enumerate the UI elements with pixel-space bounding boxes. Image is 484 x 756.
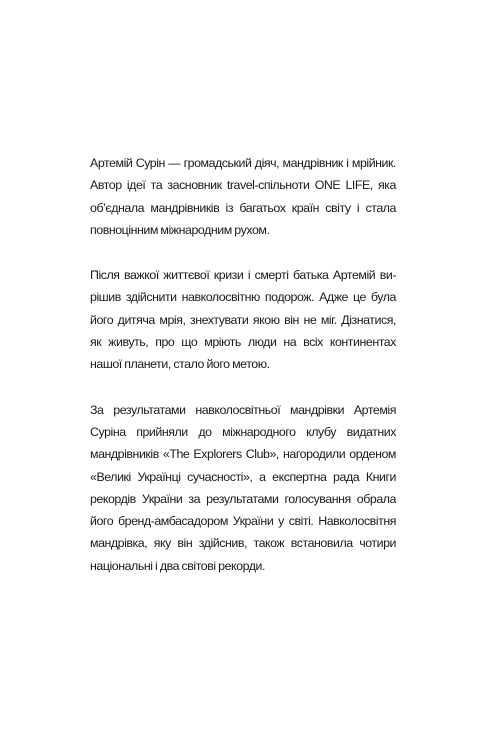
text-line: об’єднала мандрівників із багатьох країн світу і стала bbox=[90, 200, 396, 215]
text-line: його дитяча мрія, знехтувати якою він не міг. Дізнатися, bbox=[90, 312, 396, 327]
author-bio-text bbox=[90, 152, 396, 600]
text-line: мандрівників «The Explorers Club», нагородили орденом bbox=[90, 447, 396, 462]
text-line: рішив здійснити навколосвітню подорож. Адже це була bbox=[90, 290, 396, 305]
text-line: «Великі Українці сучасності», а експертна рада Книги bbox=[90, 469, 396, 484]
text-line: Суріна прийняли до міжнародного клубу видатних bbox=[90, 424, 396, 439]
paragraph-intro bbox=[90, 152, 396, 241]
text-line: За результатами навколосвітньої мандрівки Артемія bbox=[90, 402, 396, 417]
text-line: Після важкої життєвої кризи і смерті батька Артемій ви- bbox=[90, 268, 396, 283]
text-line: Автор ідеї та засновник travel-спільноти ONE LIFE, яка bbox=[90, 178, 396, 193]
text-line: його бренд-амбасадором України у світі. Навколосвітня bbox=[90, 514, 396, 529]
text-line: повноцінним міжнародним рухом. bbox=[90, 222, 270, 237]
paragraph-achievements bbox=[90, 399, 396, 577]
text-line: мандрівка, яку він здійснив, також встановила чотири bbox=[90, 536, 396, 551]
text-line: рекордів України за результатами голосування обрала bbox=[90, 491, 396, 506]
paragraph-journey bbox=[90, 264, 396, 375]
text-line: національні і два світові рекорди. bbox=[90, 558, 266, 573]
text-line: як живуть, про що мріють люди на всіх континентах bbox=[90, 335, 396, 350]
text-line: Артемій Сурін — громадський діяч, мандрівник і мрійник. bbox=[90, 156, 396, 170]
text-line: нашої планети, стало його метою. bbox=[90, 357, 270, 372]
